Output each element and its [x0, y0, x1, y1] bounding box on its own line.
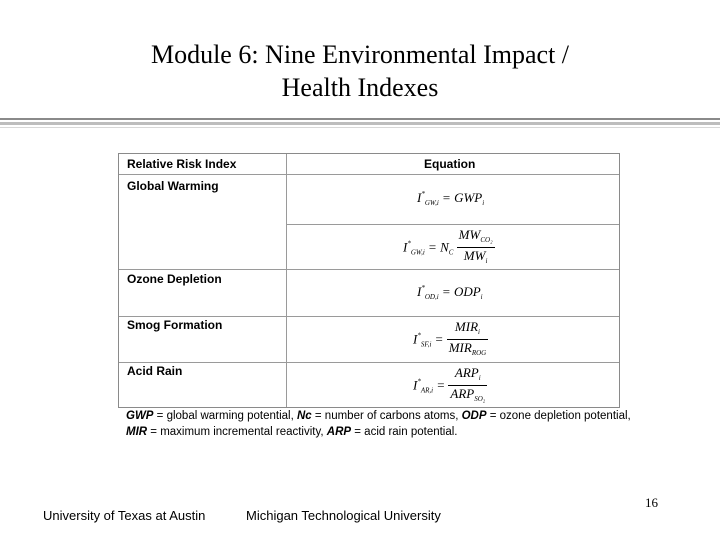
- equation-acid-rain: $I^*_{AR,i}$ = $\frac{ARP_i}{ARP_{SO_2}}$: [413, 366, 487, 407]
- abbr-gwp: GWP: [126, 410, 154, 422]
- title-line-2: Health Indexes: [281, 73, 439, 102]
- def-nc: = number of carbons atoms,: [311, 410, 462, 422]
- title-divider: [0, 118, 720, 120]
- equation-ozone-depletion: $I^*_{OD,i} = ODP_i$: [417, 284, 483, 301]
- eq-num-sub: i: [478, 374, 481, 382]
- row-divider: [287, 224, 619, 225]
- def-gwp: = global warming potential,: [153, 410, 297, 422]
- footer-left: University of Texas at Austin: [43, 508, 206, 523]
- eq-star: *: [421, 190, 425, 198]
- row-divider: [119, 362, 619, 363]
- row-divider: [119, 269, 619, 270]
- risk-index-table: [118, 153, 620, 408]
- eq-lhs-sub: OD,i: [424, 293, 439, 301]
- eq-lhs: I: [413, 377, 418, 393]
- eq-lhs-sub: GW,i: [410, 248, 425, 257]
- abbr-nc: Nc: [297, 410, 312, 422]
- row-divider: [119, 316, 619, 317]
- eq-den-text: ARP: [450, 386, 475, 401]
- eq-rhs-sub: i: [482, 199, 485, 207]
- eq-num-sub: CO₂: [480, 236, 493, 244]
- footer-center: Michigan Technological University: [246, 508, 441, 523]
- column-divider: [286, 154, 287, 407]
- eq-star: *: [417, 331, 421, 340]
- eq-num-text: ARP: [454, 365, 479, 380]
- eq-num-text: MIR: [454, 319, 479, 334]
- eq-denominator: [447, 340, 489, 361]
- category-acid-rain: Acid Rain: [127, 364, 183, 378]
- category-ozone-depletion: Ozone Depletion: [127, 272, 222, 286]
- equation-smog-formation: $I^*_{SF,i}$ = $\frac{MIR_i}{MIR_{ROG}}$: [413, 320, 488, 361]
- eq-den-sub: i: [485, 257, 488, 265]
- eq-denominator: [448, 386, 487, 407]
- equation-global-warming-carbon: $I^*_{GW,i} = N_C$ $\frac{MW_{CO_2}}{MW_i}$: [403, 228, 495, 269]
- eq-num-sub: i: [478, 328, 480, 336]
- header-divider: [119, 174, 619, 175]
- eq-rhs: ODP: [453, 284, 481, 299]
- header-equation: Equation: [424, 157, 476, 171]
- eq-numerator: [448, 366, 487, 386]
- abbr-odp: ODP: [461, 410, 487, 422]
- eq-numerator: [447, 320, 489, 340]
- title-line-1: Module 6: Nine Environmental Impact /: [150, 40, 570, 69]
- eq-rhs: GWP: [454, 190, 483, 205]
- eq-lhs: I: [403, 239, 408, 255]
- eq-denominator: [457, 248, 495, 269]
- eq-den-sub: SO₂: [474, 395, 486, 403]
- eq-rhs-sub: i: [480, 293, 483, 301]
- category-smog-formation: Smog Formation: [127, 318, 223, 332]
- eq-lhs-sub: AR,i: [420, 386, 434, 395]
- eq-num-text: MW: [458, 227, 481, 242]
- slide-title: [0, 38, 720, 104]
- title-divider-shade: [0, 122, 720, 125]
- equation-global-warming-gwp: $I^*_{GW,i} = GWP_i$: [417, 190, 485, 207]
- eq-nc: N: [440, 239, 449, 255]
- header-relative-risk-index: Relative Risk Index: [127, 157, 237, 171]
- title-divider-light: [0, 127, 720, 128]
- eq-lhs: I: [413, 331, 418, 347]
- abbr-mir: MIR: [126, 426, 148, 438]
- category-global-warming: Global Warming: [127, 179, 219, 193]
- eq-lhs: I: [417, 284, 422, 299]
- eq-star: *: [421, 284, 425, 292]
- def-arp: = acid rain potential.: [351, 426, 458, 438]
- eq-numerator: [457, 228, 495, 248]
- eq-lhs-sub: GW,i: [424, 199, 439, 207]
- eq-lhs: I: [417, 190, 422, 205]
- abbr-arp: ARP: [326, 426, 352, 438]
- eq-den-text: MIR: [448, 340, 472, 355]
- eq-fraction: [447, 320, 489, 361]
- def-odp: = ozone depletion potential,: [486, 410, 631, 422]
- eq-star: *: [417, 377, 421, 386]
- table-footnote: [126, 408, 646, 440]
- eq-fraction: [457, 228, 495, 269]
- eq-nc-sub: C: [448, 248, 454, 257]
- eq-lhs-sub: SF,i: [420, 340, 432, 349]
- eq-star: *: [407, 239, 411, 248]
- eq-den-sub: ROG: [471, 349, 487, 357]
- eq-fraction: [448, 366, 487, 407]
- def-mir: = maximum incremental reactivity,: [147, 426, 327, 438]
- page-number: 16: [645, 495, 658, 510]
- eq-den-text: MW: [463, 248, 486, 263]
